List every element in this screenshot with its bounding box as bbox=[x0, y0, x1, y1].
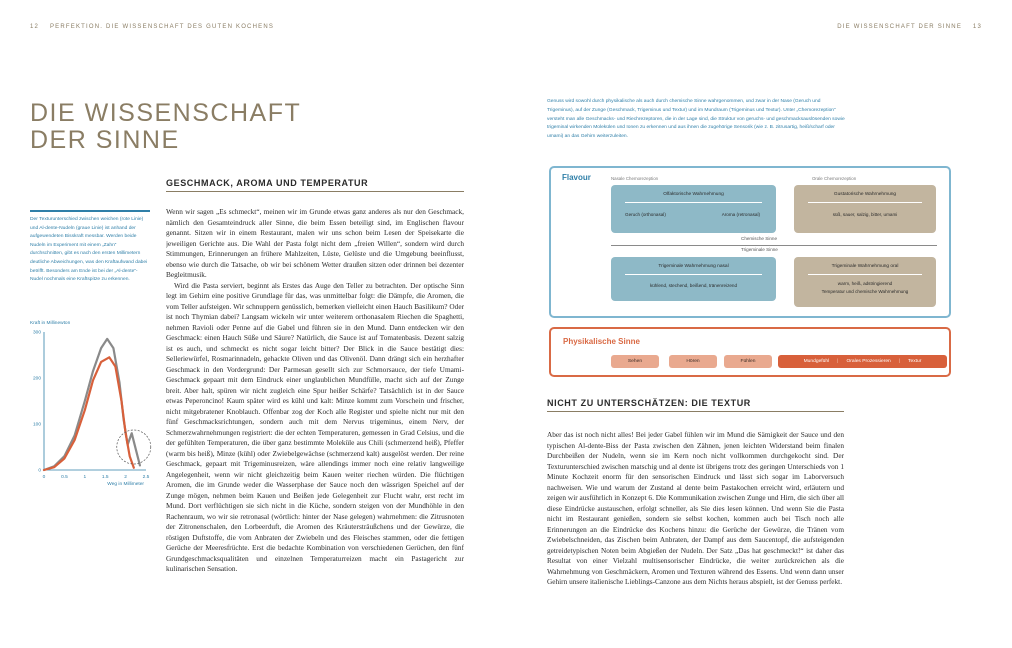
series-line-1 bbox=[44, 339, 140, 470]
trigeminal-oral-title: Trigeminale Wahrnehmung oral bbox=[831, 264, 899, 269]
flavour-diagram bbox=[549, 166, 951, 318]
olfactory-title: Olfaktorische Wahrnehmung bbox=[663, 192, 724, 197]
section-heading-right: NICHT ZU UNTERSCHÄTZEN: DIE TEXTUR bbox=[547, 398, 844, 412]
y-tick-label: 200 bbox=[32, 376, 41, 382]
body-text-left bbox=[166, 207, 464, 623]
x-tick-label: 1 bbox=[83, 475, 87, 480]
trigeminal-senses-label: Trigeminale Sinne bbox=[741, 247, 778, 252]
physical-senses-diagram bbox=[549, 327, 951, 377]
flavour-title: Flavour bbox=[562, 173, 591, 182]
pill-hoeren: Hören bbox=[669, 355, 717, 368]
x-tick-label: 2 bbox=[124, 475, 127, 480]
trigeminal-nasal-divider bbox=[625, 274, 762, 275]
running-head-left bbox=[30, 24, 274, 30]
oral-texture-bar bbox=[778, 355, 947, 368]
olfactory-sub-retronasal: Aroma (retronasal) bbox=[721, 212, 760, 217]
body-text-right: Aber das ist noch nicht alles! Bei jeder Gabel fühlen wir im Mund die Sämigkeit der Sauce und den typischen Al-dente-Biss der Pasta zwischen den Zähnen, jenen leichten Widerstand beim finalen Durchbeißen der Nudeln, wenn sie im Kern noch nicht vollkommen durchgekocht sind. Der Texturunterschied zwischen matschig und al dente ist übrigens trotz des geringen Unterschieds von 1 Minute Kochzeit enorm für den sensorischen Eindruck und lässt sich sogar im Laborversuch nachweisen. Wie und warum der Zustand al dente beim Pastakochen erreicht wird, erläutern und zeigen wir ausführlich in Konzept 6. Die Kommunikation zwischen Zunge und Hirn, die sich über all diese Eindrücke austauschen, erfolgt schneller, als Sie dies lesen können. Und wenn Sie die Pasta nicht im Restaurant genießen, sondern sie selbst kochen, kommen auch bei Tisch noch alle Erinnerungen an die Eindrücke des Kochens hinzu: die Gerüche der Gewürze, die Tränen vom Zwiebelschneiden, das Zischen beim Anbraten, der Dampf aus dem Saucentopf, die aufsteigenden getreidetypischen Noten beim Abgießen der Nudeln. Der Satz „Das hat geschmeckt!“ ist daher das Resultat von einer Vielzahl multisensorischer Eindrücke, die weiter zurückreichen als die Wahrnehmung von Geschmäckern, Aromen und Texturen während des Essens. Und wenn dann unser Gehirn unsere italienische Lieblings-Canzone aus dem Nichts heraus abspielt, ist der Genuss perfekt. bbox=[547, 430, 844, 586]
trigeminal-oral-sub1: warm, heiß, adstringierend bbox=[837, 281, 893, 286]
olfactory-sub-orthonasal: Geruch (orthonasal) bbox=[625, 212, 666, 217]
page-number-right: 13 bbox=[972, 24, 982, 30]
x-tick-label: 1.5 bbox=[101, 475, 109, 480]
chemical-senses-label: Chemische Sinne bbox=[741, 236, 778, 241]
diagram-intro: Genuss wird sowohl durch physikalische als auch durch chemische Sinne wahrgenommen, und zwar in der Nase (Geruch und Trigeminus), auf der Zunge (Geschmack, Trigeminus und Textur) und im Mundraum (Trigeminus und Textur). Unter „Chemorezeption“ versteht man alle Geschmacks- und Riechrezeptoren, die in der Lage sind, die Struktur von geruchs- und geschmacksauslösenden sowie trigeminal wirkenden Molekülen und Ionen zu erkennen und aus ihnen die zugehörige Sensorik (wie z. B. zitrusartig, heiß/scharf oder umami) an das Gehirn weiterzuleiten. bbox=[547, 99, 845, 140]
pill-mundgefuehl: Mundgefühl bbox=[803, 359, 830, 364]
pill-orales-prozessieren: Orales Prozessieren bbox=[846, 359, 891, 364]
y-tick-label: 300 bbox=[32, 330, 41, 336]
force-chart bbox=[28, 315, 158, 495]
y-axis-label: Kraft in Millinewton bbox=[30, 321, 71, 326]
section-heading-left: GESCHMACK, AROMA UND TEMPERATUR bbox=[166, 178, 464, 192]
gustatory-title: Gustatorische Wahrnehmung bbox=[833, 192, 897, 197]
peak-highlight-circle bbox=[117, 430, 151, 464]
side-note: Der Texturunterschied zwischen weichen (rote Linie) und Al-dente-Nudeln (graue Linie) ist anhand der aufgewendeten Bisskraft messbar. Werden beide Nudeln im Experiment mit einem „Zahn“ durchschnitten, gibt es nach den ersten Millimetern deutliche Abweichungen, was den Kraftaufwand dabei betrifft. Besonders am Ende ist bei der „Al-dente“-Nudel nochmals eine Kraftspitze zu erkennen. bbox=[30, 210, 150, 285]
chemical-senses-line bbox=[611, 245, 937, 246]
page-number-left: 12 bbox=[30, 24, 40, 30]
x-tick-label: 0.5 bbox=[61, 475, 68, 480]
body-paragraph-2: Wird die Pasta serviert, beginnt als Erstes das Auge den Teller zu betrachten. Der optische Sinn legt im Gehirn eine positive Grundlage für das, was unmittelbar folgt: die Dämpfe, die Aromen, die vom Teller aufsteigen. Wir schnuppern genüsslich, bemerken vielleicht einen Hauch Basilikum? Oder ist noch Thymian dabei? Langsam wickeln wir unter weiterem orthonasalem Riechen die Spaghetti, nehmen Ravioli oder Penne auf die Gabel und führen sie in den Mund. Dann entdecken wir den Geschmack: einen Hauch Süße und Säure? Natürlich, die Sauce ist auf Tomatenbasis. Dezent salzig ist es auch, und schmeckt es nicht sogar leicht bitter? Der Blick in die Sauce bestätigt dies: Selleriewürfel, Rosmarinnadeln, gehackte Oliven und das Olivenöl. Dann drängt sich ein herzhafter Geschmack in den Vordergrund: Der Parmesan gesellt sich zur Schmorsauce, der tiefe Umami-Geschmack gepaart mit dem Eindruck einer unglaublichen Mundfülle, macht sich auf der Zunge breit. Aber halt, spüren wir nicht zugleich eine Spur heißer Schärfe? Tatsächlich ist in der Sauce etwas Peperoncino! Kaum später wird es kühl und kalt: Minze kommt zum Vorschein und frischer, nicht mitgebratener Knoblauch. Offenbar zog der Koch alle Register und spielte nicht nur mit den fünf Geschmacksrichtungen, sondern auch mit dem Nervus trigeminus, einem Nerv, der Schmerzwahrnehmungen registriert: die der echten Temperaturen, gemessen in Grad Celsius, und die der gefühlten Temperaturen, die über ganz bestimmte Moleküle aus Chili (schmerzend heiß), Pfeffer (warm bis heiß), Minze (kühl) oder Zwiebelgewächse (schmerzend kalt) ausgelöst werden. Der reine Geschmack, gepaart mit Trigeminusreizen, wäre allendings immer noch eine relativ langweilige Angelegenheit, wenn wir nicht gleichzeitig beim Kauen weiter riechen würden. Die flüchtigen Aromen, die im Grunde weder die Wasserphase der Sauce noch den wässrigen Speichel auf der Zunge mögen, nehmen beim Kauen und Beißen jede Gelegenheit zur Flucht wahr, erst recht im Mund. Dort verflüchtigen sie sich nicht in die Küche, sondern steigen von der Mundhöhle in den Rachenraum, wo wir sie retronasal (wörtlich: hinter der Nase gelegen) wahrnehmen: die Zitrusnoten der Zitronenschalen, den Lorbeerduft, die Aromen des Kräutersträußchens und der Gewürze, die röstigen Duftstoffe, die vom Anbraten der Zwiebeln und des Fleisches stammen, oder die fettigen Gerüche der Meeresfrüchte. Erst die bedachte Kombination von verschiedenen Gerüchen, den fünf Grundgeschmacksqualitäten und einzelnen Temperaturreizen macht ein Pastagericht zur kulinarischen Sensation. bbox=[166, 280, 464, 573]
gustatory-divider bbox=[808, 202, 922, 203]
right-page bbox=[506, 0, 1012, 648]
chapter-title bbox=[30, 100, 330, 154]
x-axis-label: Weg in Millimeter bbox=[107, 482, 144, 487]
gustatory-box bbox=[794, 185, 936, 233]
pill-separator: | bbox=[898, 359, 901, 364]
trigeminal-nasal-sub: kühlend, stechend, beißend, tränenreizend bbox=[649, 283, 738, 288]
olfactory-box bbox=[611, 185, 776, 233]
running-head-right-text: DIE WISSENSCHAFT DER SINNE bbox=[837, 24, 963, 30]
pill-separator: | bbox=[837, 359, 839, 364]
trigeminal-nasal-title: Trigeminale Wahrnehmung nasal bbox=[658, 264, 729, 269]
oral-column-label: Orale Chemorezeption bbox=[812, 176, 857, 181]
trigeminal-oral-sub2: Temperatur und chemische Wahrnehmung bbox=[821, 289, 909, 294]
y-tick-label: 100 bbox=[32, 422, 41, 428]
running-head-left-text: PERFEKTION. DIE WISSENSCHAFT DES GUTEN KOCHENS bbox=[49, 24, 275, 30]
x-tick-label: 2.5 bbox=[142, 475, 150, 480]
chapter-title-line2: DER SINNE bbox=[30, 126, 180, 154]
x-tick-label: 0 bbox=[42, 475, 46, 480]
running-head-right bbox=[837, 24, 982, 30]
nasal-column-label: Nasale Chemorezeption bbox=[611, 176, 659, 181]
olfactory-divider bbox=[625, 202, 762, 203]
trigeminal-nasal-box bbox=[611, 257, 776, 301]
physical-senses-title: Physikalische Sinne bbox=[563, 337, 640, 346]
trigeminal-oral-box bbox=[794, 257, 936, 307]
pill-sehen: Sehen bbox=[611, 355, 659, 368]
trigeminal-oral-divider bbox=[808, 274, 922, 275]
body-paragraph-1: Wenn wir sagen „Es schmeckt“, meinen wir im Grunde etwas ganz anderes als nur den Geschmack, nämlich den Gesamteindruck aller Sinne, die beim Essen beteiligt sind, im Englischen flavour genannt. Sitzen wir in einem Restaurant, malen wir uns schon beim Lesen der Speisekarte die jeweiligen Gerichte aus. Die Wahl der Pasta folgt nicht dem „freien Willen“, sondern wird durch Stimmungen, Erinnerungen an frühere Mahlzeiten, Lüste, Gelüste und die Umgebung beeinflusst, ebenso wie durch die Tatsache, ob wir bei schönem Wetter draußen sitzen oder drinnen bei dezenter Begleitmusik. bbox=[166, 207, 464, 279]
y-tick-label: 0 bbox=[38, 468, 41, 474]
force-chart-svg bbox=[28, 315, 158, 495]
pill-fuehlen: Fühlen bbox=[724, 355, 772, 368]
chapter-title-line1: DIE WISSENSCHAFT bbox=[30, 99, 302, 127]
gustatory-sub: süß, sauer, salzig, bitter, umami bbox=[832, 212, 898, 217]
series-line-2 bbox=[44, 357, 134, 470]
pill-textur: Textur bbox=[908, 359, 922, 364]
